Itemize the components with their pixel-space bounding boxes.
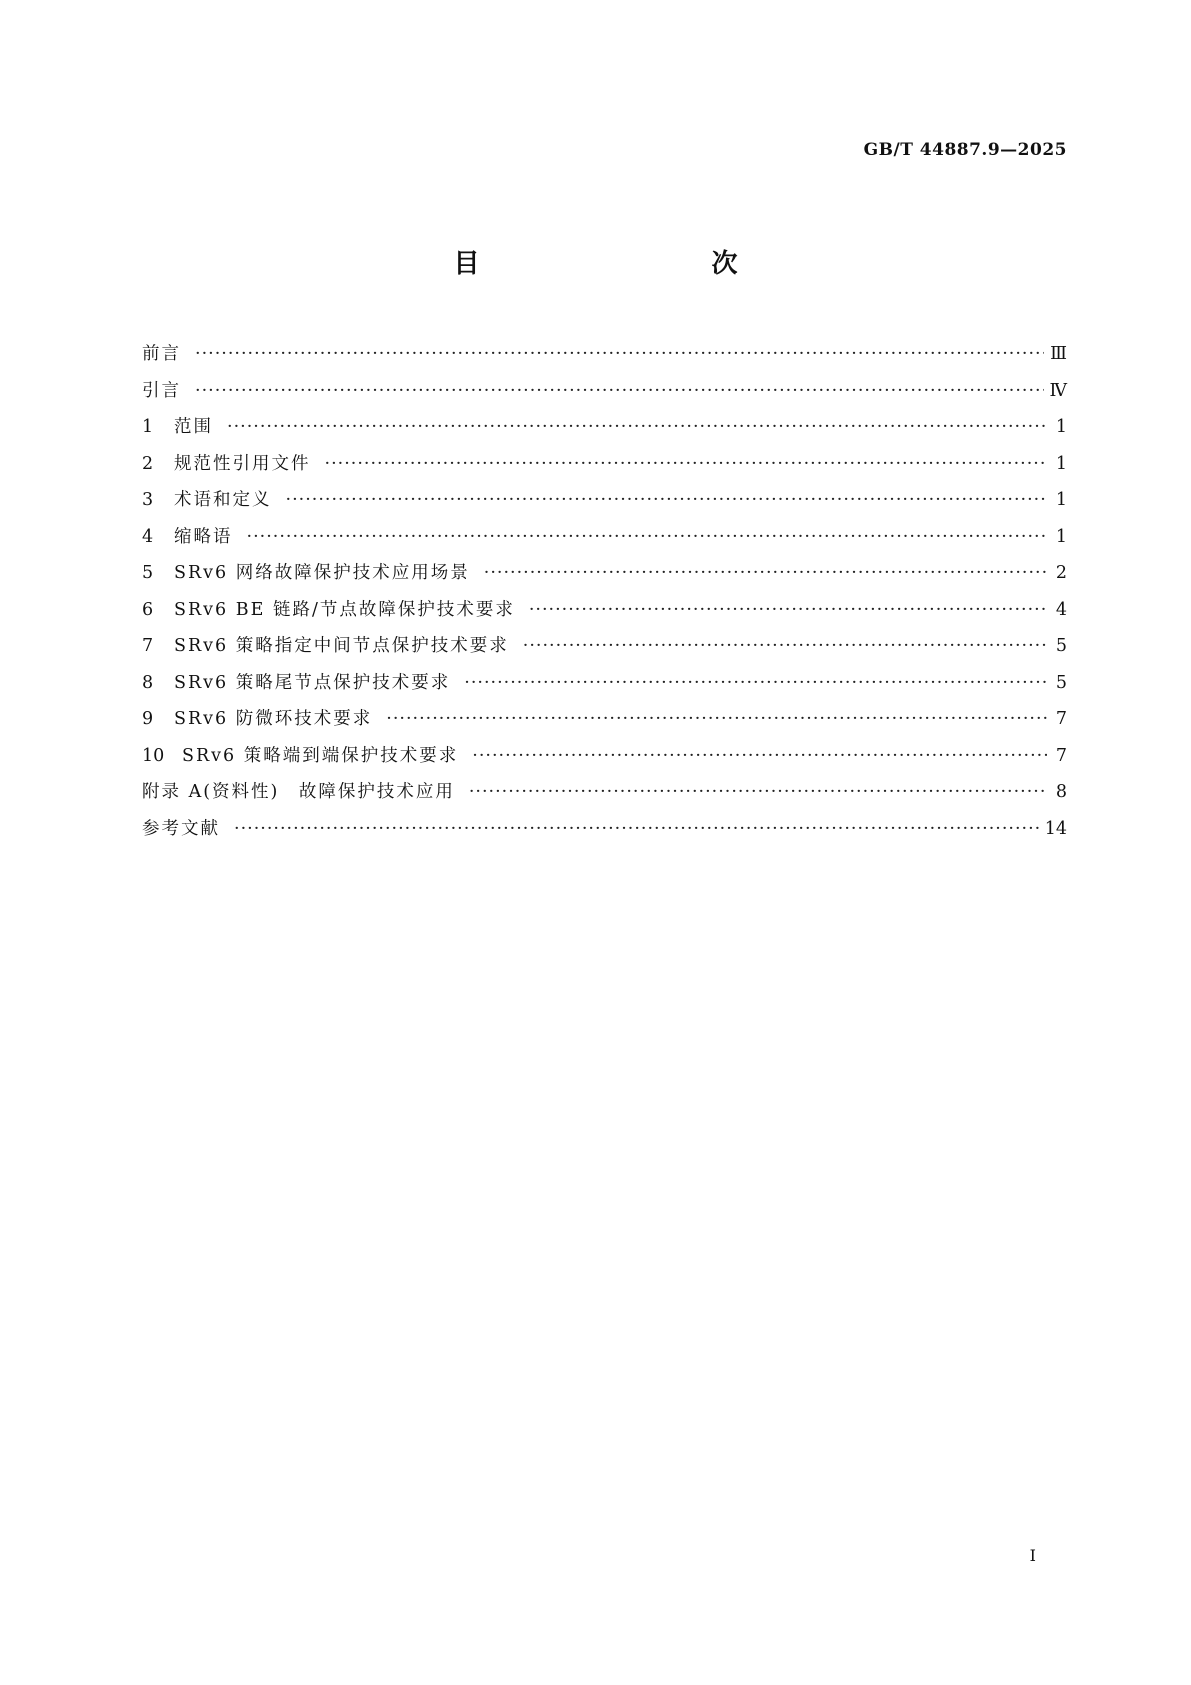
toc-entry-page: 1 [1055, 490, 1067, 510]
toc-entry-introduction[interactable] [142, 377, 1067, 414]
toc-entry-4[interactable] [142, 523, 1067, 560]
table-of-contents [142, 340, 1067, 851]
toc-entry-number: 1 [142, 417, 154, 437]
toc-dot-leader [234, 819, 1039, 839]
toc-entry-number: 5 [142, 563, 154, 583]
toc-entry-number: 4 [142, 526, 154, 547]
toc-entry-label: 规范性引用文件 [174, 453, 311, 474]
toc-entry-page: 2 [1055, 563, 1067, 583]
toc-entry-label: 缩略语 [174, 526, 233, 547]
toc-dot-leader [325, 454, 1048, 474]
standard-code: GB/T 44887.9—2025 [863, 140, 1067, 160]
toc-entry-label: 术语和定义 [174, 490, 272, 510]
toc-dot-leader [472, 746, 1047, 766]
toc-entry-5[interactable] [142, 559, 1067, 596]
toc-dot-leader [484, 563, 1047, 583]
toc-dot-leader [529, 600, 1047, 620]
toc-entry-label: 参考文献 [142, 818, 220, 839]
toc-dot-leader [286, 490, 1048, 510]
toc-entry-3[interactable] [142, 486, 1067, 523]
toc-entry-page: 5 [1055, 672, 1067, 693]
toc-entry-page: 1 [1055, 417, 1067, 437]
toc-entry-8[interactable] [142, 669, 1067, 706]
toc-dot-leader [227, 417, 1047, 437]
toc-entry-number: 7 [142, 636, 154, 656]
toc-entry-number: 6 [142, 599, 154, 620]
toc-entry-9[interactable] [142, 705, 1067, 742]
toc-dot-leader [523, 636, 1047, 656]
toc-dot-leader [469, 782, 1047, 802]
toc-entry-7[interactable] [142, 632, 1067, 669]
toc-dot-leader [195, 381, 1044, 401]
toc-entry-label: SRv6 策略端到端保护技术要求 [182, 745, 459, 766]
toc-dot-leader [247, 527, 1048, 547]
toc-entry-foreword[interactable] [142, 340, 1067, 377]
toc-entry-1[interactable] [142, 413, 1067, 450]
toc-entry-page: 1 [1055, 453, 1067, 474]
toc-entry-label: 引言 [142, 380, 181, 401]
toc-entry-number: 10 [142, 745, 165, 766]
toc-entry-number: 2 [142, 453, 154, 474]
toc-entry-6[interactable] [142, 596, 1067, 633]
toc-entry-page: 14 [1044, 818, 1067, 839]
toc-entry-page: Ⅲ [1050, 344, 1067, 364]
toc-entry-bibliography[interactable] [142, 815, 1067, 852]
toc-entry-number: 9 [142, 709, 154, 729]
toc-entry-10[interactable] [142, 742, 1067, 779]
toc-entry-page: 7 [1055, 709, 1067, 729]
toc-entry-page: 1 [1055, 526, 1067, 547]
toc-entry-page: Ⅳ [1049, 380, 1067, 401]
toc-entry-label: 范围 [174, 417, 213, 437]
toc-dot-leader [386, 709, 1047, 729]
toc-entry-page: 8 [1055, 782, 1067, 802]
toc-dot-leader [195, 344, 1044, 364]
toc-entry-number: 8 [142, 672, 154, 693]
toc-entry-number: 3 [142, 490, 154, 510]
toc-entry-label: SRv6 网络故障保护技术应用场景 [174, 563, 470, 583]
page-title: 目 次 [453, 249, 798, 279]
toc-entry-page: 5 [1055, 636, 1067, 656]
toc-dot-leader [464, 673, 1047, 693]
toc-entry-appendix-a[interactable] [142, 778, 1067, 815]
toc-entry-label: SRv6 BE 链路/节点故障保护技术要求 [174, 599, 515, 620]
toc-entry-label: SRv6 策略指定中间节点保护技术要求 [174, 636, 509, 656]
toc-entry-page: 4 [1055, 599, 1067, 620]
toc-entry-label: 前言 [142, 344, 181, 364]
toc-entry-label: SRv6 策略尾节点保护技术要求 [174, 672, 451, 693]
toc-entry-label: SRv6 防微环技术要求 [174, 709, 373, 729]
toc-entry-label: 附录 A(资料性) 故障保护技术应用 [142, 782, 455, 802]
page-number: Ⅰ [1029, 1546, 1036, 1565]
toc-entry-page: 7 [1055, 745, 1067, 766]
toc-entry-2[interactable] [142, 450, 1067, 487]
